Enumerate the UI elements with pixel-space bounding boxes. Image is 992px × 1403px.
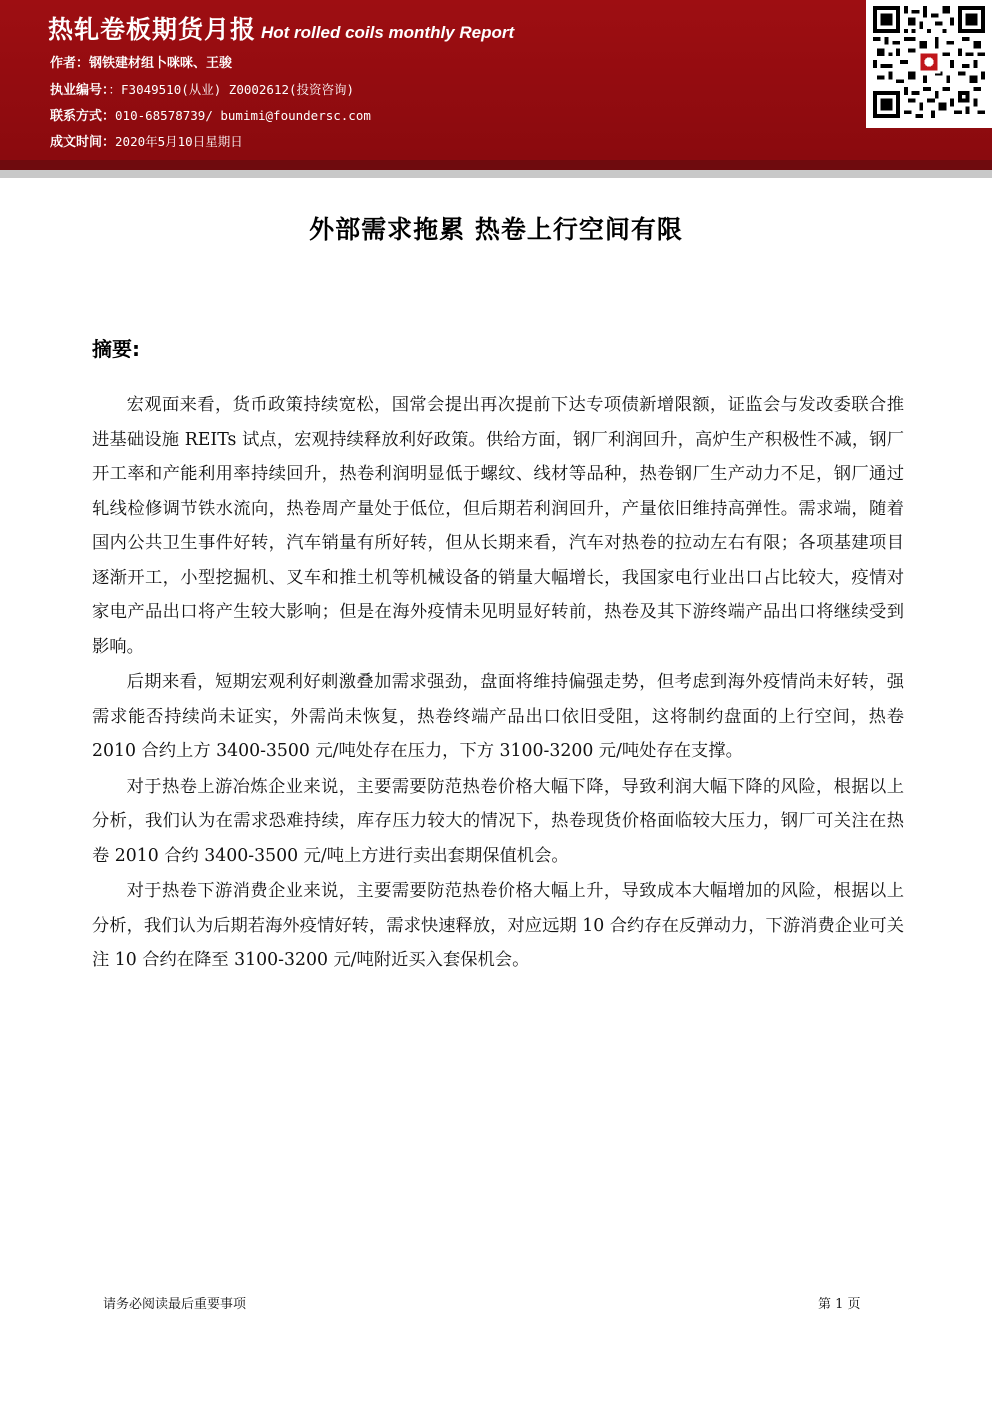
- contact-value[interactable]: 010-68578739/ bumimi@foundersc.com: [115, 108, 371, 123]
- report-title: [48, 10, 514, 46]
- date-label: 成文时间：: [50, 135, 116, 150]
- author-line: [50, 54, 232, 74]
- author-label: 作者：: [50, 56, 90, 71]
- contact-label: 联系方式：: [50, 109, 116, 124]
- author-value: 钢铁建材组卜咪咪、王骏: [89, 56, 233, 71]
- date-line: [50, 132, 243, 152]
- document-title: 外部需求拖累 热卷上行空间有限: [309, 215, 683, 244]
- contact-line: [50, 106, 371, 126]
- header-divider-dark: [0, 160, 992, 170]
- page-number: 第 1 页: [818, 1297, 861, 1312]
- license-line: [50, 80, 354, 100]
- date-value: 2020年5月10日星期日: [115, 134, 243, 149]
- license-value: ：F3049510(从业) Z0002612(投资咨询): [108, 82, 355, 97]
- qr-code-icon: [866, 0, 992, 128]
- summary-paragraph: 对于热卷上游冶炼企业来说，主要需要防范热卷价格大幅下降，导致利润大幅下降的风险，根据以上分析，我们认为在需求恐难持续，库存压力较大的情况下，热卷现货价格面临较大压力，钢厂可关注在热卷 2010 合约 3400-3500 元/吨上方进行卖出套期保值机会。: [92, 776, 904, 866]
- report-title-cn: 热轧卷板期货月报: [48, 15, 257, 44]
- license-label: 执业编号：: [50, 83, 109, 98]
- header-divider-light: [0, 170, 992, 178]
- footer-notice: 请务必阅读最后重要事项: [103, 1297, 247, 1312]
- report-title-en: Hot rolled coils monthly Report: [261, 23, 515, 42]
- summary-heading: 摘要:: [92, 337, 140, 361]
- report-header-banner: [0, 0, 992, 160]
- summary-paragraph: 宏观面来看，货币政策持续宽松，国常会提出再次提前下达专项债新增限额，证监会与发改委联合推进基础设施 REITs 试点，宏观持续释放利好政策。供给方面，钢厂利润回升，高炉生产积极性不减，钢厂开工率和产能利用率持续回升，热卷利润明显低于螺纹、线材等品种，热卷钢厂生产动力不足，钢厂通过轧线检修调节铁水流向，热卷周产量处于低位，但后期若利润回升，产量依旧维持高弹性。需求端，随着国内公共卫生事件好转，汽车销量有所好转，但从长期来看，汽车对热卷的拉动左右有限；各项基建项目逐渐开工，小型挖掘机、叉车和推土机等机械设备的销量大幅增长，我国家电行业出口占比较大，疫情对家电产品出口将产生较大影响；但是在海外疫情未见明显好转前，热卷及其下游终端产品出口将继续受到影响。: [92, 395, 904, 657]
- summary-paragraph: 对于热卷下游消费企业来说，主要需要防范热卷价格大幅上升，导致成本大幅增加的风险，根据以上分析，我们认为后期若海外疫情好转，需求快速释放，对应远期 10 合约存在反弹动力，下游消费企业可关注 10 合约在降至 3100-3200 元/吨附近买入套保机会。: [92, 881, 904, 970]
- summary-body: [92, 388, 904, 979]
- summary-paragraph: 后期来看，短期宏观利好刺激叠加需求强劲，盘面将维持偏强走势，但考虑到海外疫情尚未好转，强需求能否持续尚未证实，外需尚未恢复，热卷终端产品出口依旧受阻，这将制约盘面的上行空间，热卷 2010 合约上方 3400-3500 元/吨处存在压力，下方 3100-3200 元/吨处存在支撑。: [92, 672, 904, 761]
